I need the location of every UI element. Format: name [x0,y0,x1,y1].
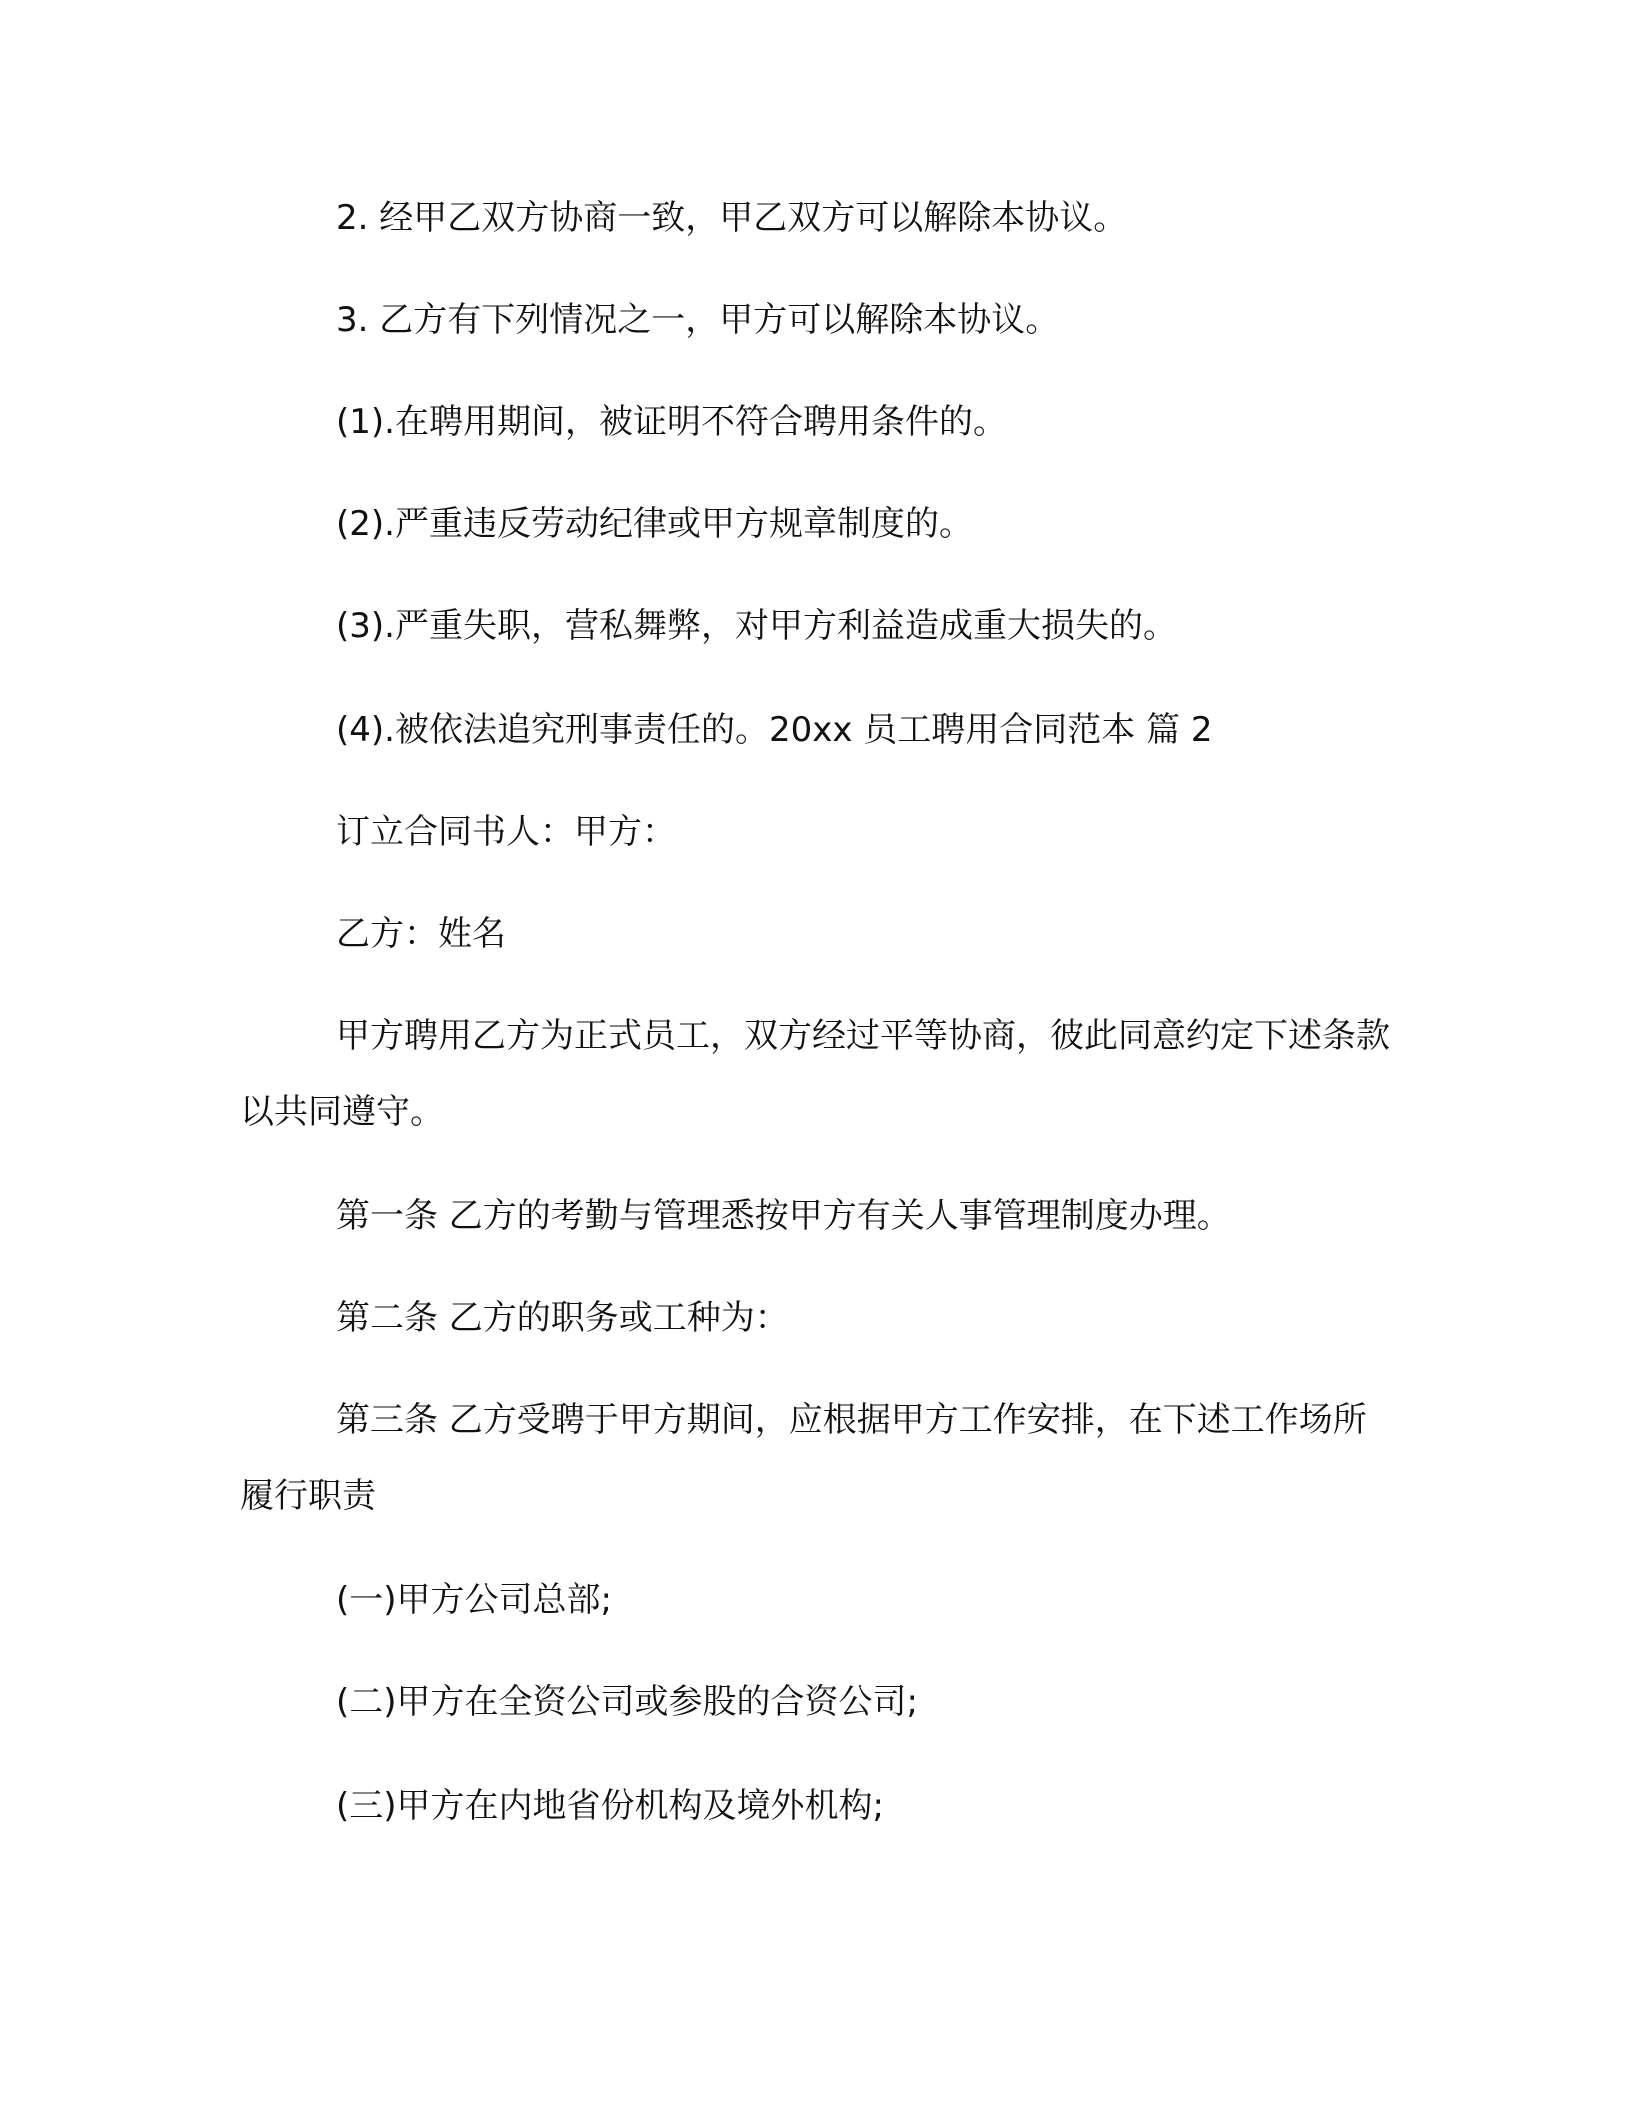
paragraph-item-3: (3).严重失职，营私舞弊，对甲方利益造成重大损失的。 [336,606,1177,646]
paragraph-clause-3: 3. 乙方有下列情况之一，甲方可以解除本协议。 [336,300,1060,340]
paragraph-workplace-2: (二)甲方在全资公司或参股的合资公司; [336,1682,918,1722]
paragraph-article-2: 第二条 乙方的职务或工种为： [336,1298,789,1338]
paragraph-workplace-3: (三)甲方在内地省份机构及境外机构; [336,1786,884,1826]
paragraph-contract-parties: 订立合同书人：甲方： [336,812,676,852]
paragraph-party-b: 乙方：姓名 [336,914,506,954]
paragraph-workplace-1: (一)甲方公司总部; [336,1580,612,1620]
paragraph-item-4: (4).被依法追究刑事责任的。20xx 员工聘用合同范本 篇 2 [336,710,1213,750]
paragraph-agreement-intro: 甲方聘用乙方为正式员工，双方经过平等协商，彼此同意约定下述条款以共同遵守。 [240,1016,1390,1132]
paragraph-item-2: (2).严重违反劳动纪律或甲方规章制度的。 [336,504,973,544]
paragraph-clause-2: 2. 经甲乙双方协商一致，甲乙双方可以解除本协议。 [336,198,1128,238]
paragraph-article-3: 第三条 乙方受聘于甲方期间，应根据甲方工作安排，在下述工作场所履行职责 [240,1400,1367,1516]
paragraph-item-1: (1).在聘用期间，被证明不符合聘用条件的。 [336,402,1007,442]
paragraph-article-1: 第一条 乙方的考勤与管理悉按甲方有关人事管理制度办理。 [336,1196,1231,1236]
